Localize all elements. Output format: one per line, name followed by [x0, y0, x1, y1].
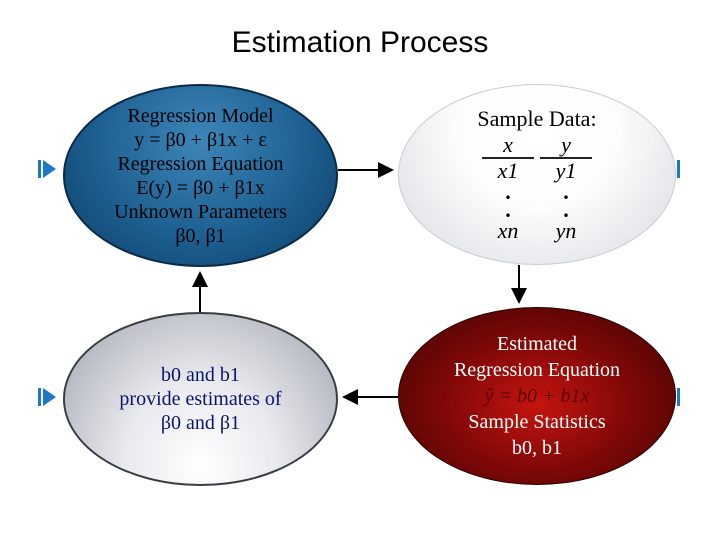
unknown-parameters: β0, β1	[175, 224, 226, 247]
regression-model-equation: y = β0 + β1x + ε	[134, 128, 267, 151]
regression-model-heading: Regression Model	[127, 104, 274, 127]
estimated-heading-1: Estimated	[497, 333, 577, 355]
sample-data-yn: yn	[555, 217, 577, 243]
page-title: Estimation Process	[231, 26, 489, 59]
sample-data-table	[482, 133, 592, 243]
estimates-line-1: b0 and b1	[161, 364, 240, 386]
estimated-regression-equation: ŷ = b0 + b1x	[484, 385, 590, 407]
estimates-line-3: β0 and β1	[160, 412, 241, 434]
sample-data-y1: y1	[555, 157, 577, 183]
estimated-heading-2: Regression Equation	[453, 359, 621, 381]
sample-data-ellipsis: .	[505, 178, 511, 204]
sample-data-ellipsis: .	[505, 196, 511, 222]
estimates-line-2: provide estimates of	[119, 388, 282, 410]
sample-data-col-x: x	[482, 133, 534, 159]
sample-data-ellipsis: .	[563, 196, 569, 222]
regression-equation-heading: Regression Equation	[117, 152, 284, 175]
sample-statistics: b0, b1	[512, 437, 562, 459]
estimated-regression-node	[398, 307, 676, 485]
sample-data-xn: xn	[497, 217, 519, 243]
unknown-parameters-heading: Unknown Parameters	[114, 200, 287, 223]
regression-model-node	[63, 84, 338, 267]
sample-data-node	[398, 84, 676, 265]
sample-data-ellipsis: .	[563, 178, 569, 204]
sample-data-heading: Sample Data:	[477, 105, 597, 131]
sample-statistics-heading: Sample Statistics	[468, 411, 606, 433]
sample-data-x1: x1	[497, 157, 519, 183]
left-tab-upper	[38, 160, 56, 178]
estimates-node	[63, 312, 338, 486]
sample-data-col-y: y	[540, 133, 592, 159]
regression-equation: E(y) = β0 + β1x	[136, 176, 265, 199]
left-tab-lower	[38, 388, 56, 406]
